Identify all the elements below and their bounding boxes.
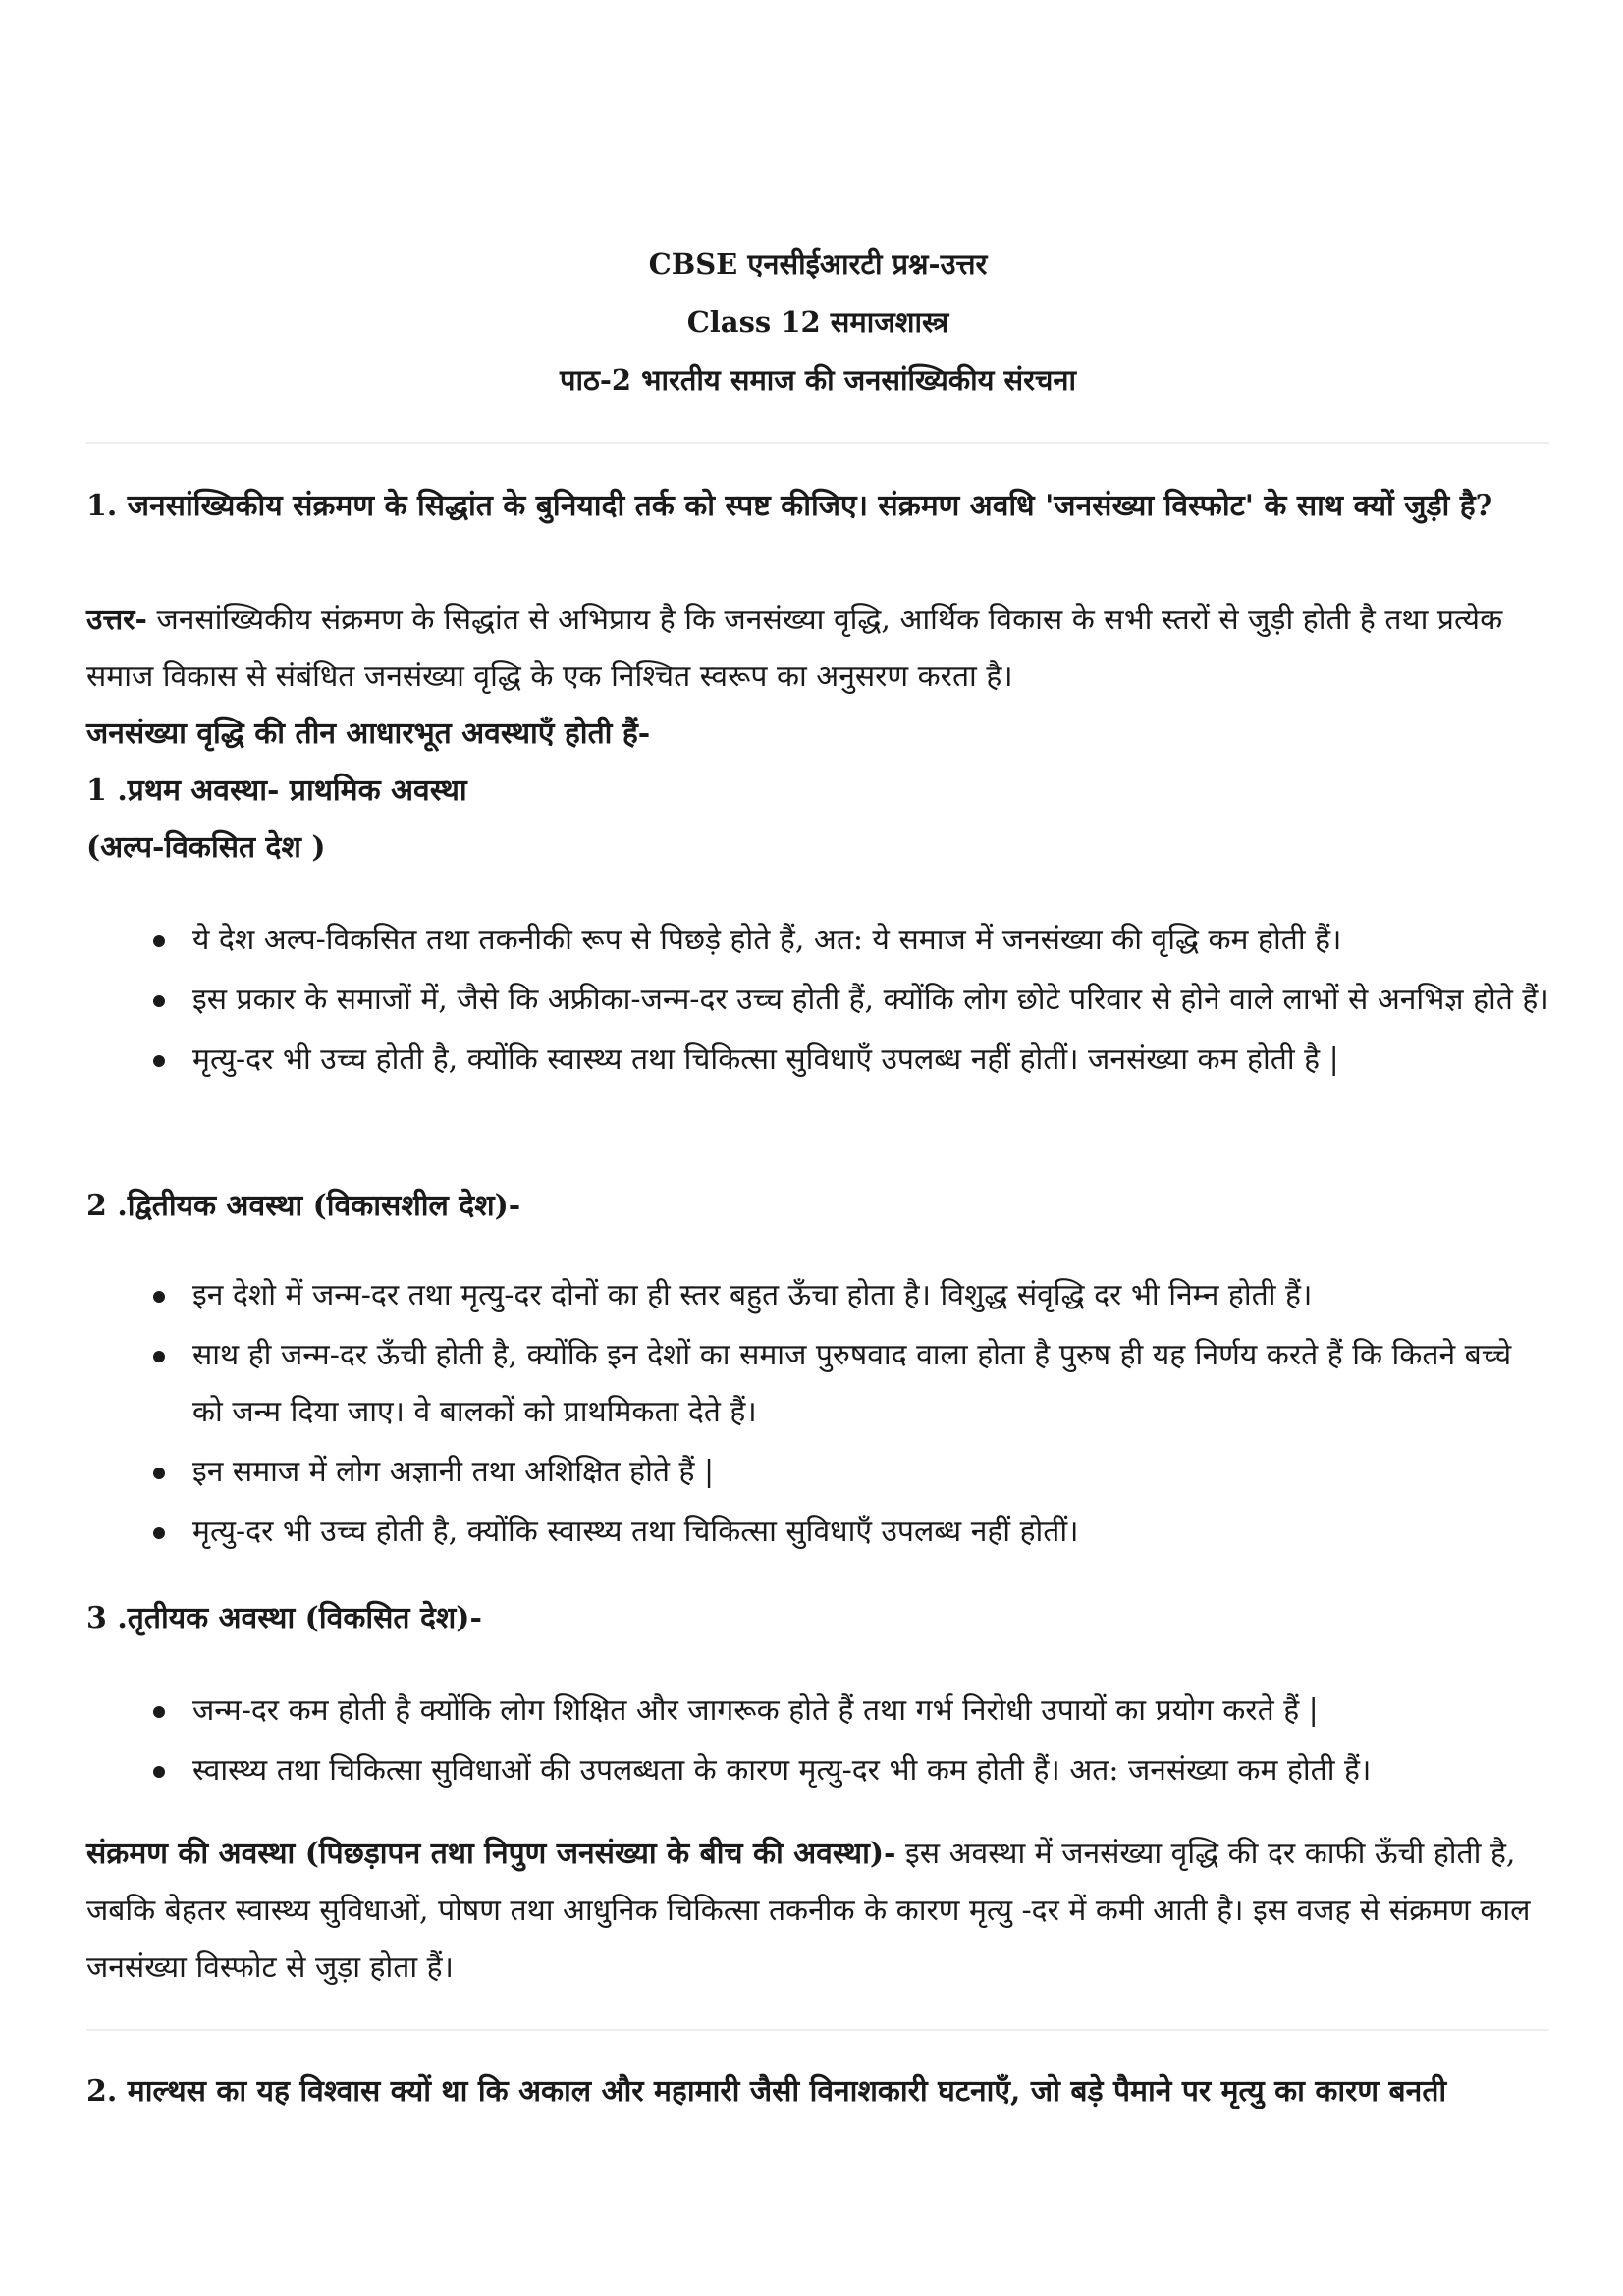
bullet-icon: [153, 1766, 165, 1778]
bullet-icon: [153, 1351, 165, 1362]
bullet-icon: [153, 1527, 165, 1539]
answer-text: जनसांख्यिकीय संक्रमण के सिद्धांत से अभिप्राय है कि जनसंख्या वृद्धि, आर्थिक विकास के सभी स्तरों से जुड़ी होती है तथा प्रत्येक समाज विकास से संबंधित जनसंख्या वृद्धि के एक निश्चित स्वरूप का अनुसरण करता है।: [86, 603, 1503, 694]
transition-paragraph: [86, 1826, 1549, 1997]
stage-1-heading: 1 .प्रथम अवस्था- प्राथमिक अवस्था: [86, 774, 467, 808]
question-1: 1. जनसांख्यिकीय संक्रमण के सिद्धांत के बुनियादी तर्क को स्पष्ट कीजिए। संक्रमण अवधि 'जनसंख्या विस्फोट' के साथ क्यों जुड़ी है?: [86, 489, 1493, 523]
bullet-icon: [153, 1291, 165, 1303]
list-item: मृत्यु-दर भी उच्च होती है, क्योंकि स्वास्थ्य तथा चिकित्सा सुविधाएँ उपलब्ध नहीं होतीं। जनसंख्या कम होती है |: [86, 1032, 1549, 1089]
transition-text: इस अवस्था में जनसंख्या वृद्धि की दर काफी ऊँची होती है, जबकि बेहतर स्वास्थ्य सुविधाओं, पोषण तथा आधुनिक चिकित्सा तकनीक के कारण मृत्यु -दर में कमी आती है। इस वजह से संक्रमण काल जनसंख्या विस्फोट से जुड़ा होता हैं।: [86, 1837, 1531, 1985]
list-item: इन समाज में लोग अज्ञानी तथा अशिक्षित होते हैं |: [86, 1444, 1549, 1501]
list-item: साथ ही जन्म-दर ऊँची होती है, क्योंकि इन देशों का समाज पुरुषवाद वाला होता है पुरुष ही यह निर्णय करते हैं कि कितने बच्चे को जन्म दिया जाए। वे बालकों को प्राथमिकता देते हैं।: [86, 1327, 1549, 1441]
list-item: ये देश अल्प-विकसित तथा तकनीकी रूप से पिछड़े होते हैं, अत: ये समाज में जनसंख्या की वृद्धि कम होती हैं।: [86, 912, 1549, 969]
divider: [86, 442, 1549, 444]
answer-label: उत्तर-: [86, 603, 147, 637]
stage-3-list: [86, 1682, 1549, 1802]
stage-1-subheading: (अल्प-विकसित देश ): [86, 830, 326, 865]
stage-2-heading: 2 .द्वितीयक अवस्था (विकासशील देश)-: [86, 1189, 521, 1223]
stage-3-heading: 3 .तृतीयक अवस्था (विकसित देश)-: [86, 1601, 482, 1635]
header-chapter-line: पाठ-2 भारतीय समाज की जनसांख्यिकीय संरचना: [559, 363, 1077, 397]
stages-heading: जनसंख्या वृद्धि की तीन आधारभूत अवस्थाएँ होती हैं-: [86, 717, 651, 751]
document-header: [86, 236, 1549, 409]
bullet-icon: [153, 1706, 165, 1718]
bullet-icon: [153, 995, 165, 1007]
list-item: मृत्यु-दर भी उच्च होती है, क्योंकि स्वास्थ्य तथा चिकित्सा सुविधाएँ उपलब्ध नहीं होतीं।: [86, 1504, 1549, 1561]
divider: [86, 2029, 1549, 2031]
bullet-icon: [153, 1468, 165, 1479]
list-item: जन्म-दर कम होती है क्योंकि लोग शिक्षित और जागरूक होते हैं तथा गर्भ निरोधी उपायों का प्रयोग करते हैं |: [86, 1682, 1549, 1739]
list-item: इस प्रकार के समाजों में, जैसे कि अफ्रीका-जन्म-दर उच्च होती हैं, क्योंकि लोग छोटे परिवार से होने वाले लाभों से अनभिज्ञ होते हैं।: [86, 972, 1549, 1029]
transition-label: संक्रमण की अवस्था (पिछड़ापन तथा निपुण जनसंख्या के बीच की अवस्था)-: [86, 1837, 896, 1871]
stage-2-list: [86, 1267, 1549, 1564]
header-class-line: Class 12 समाजशास्त्र: [686, 305, 949, 339]
list-item: स्वास्थ्य तथा चिकित्सा सुविधाओं की उपलब्धता के कारण मृत्यु-दर भी कम होती हैं। अत: जनसंख्या कम होती हैं।: [86, 1742, 1549, 1799]
bullet-icon: [153, 1055, 165, 1067]
answer-1-intro: [86, 592, 1549, 706]
bullet-icon: [153, 935, 165, 947]
header-board-line: CBSE एनसीईआरटी प्रश्न-उत्तर: [648, 247, 988, 281]
list-item: इन देशो में जन्म-दर तथा मृत्यु-दर दोनों का ही स्तर बहुत ऊँचा होता है। विशुद्ध संवृद्धि दर भी निम्न होती हैं।: [86, 1267, 1549, 1324]
question-2: 2. माल्थस का यह विश्वास क्यों था कि अकाल और महामारी जैसी विनाशकारी घटनाएँ, जो बड़े पैमाने पर मृत्यु का कारण बनती: [86, 2074, 1447, 2109]
stage-1-list: [86, 912, 1549, 1092]
